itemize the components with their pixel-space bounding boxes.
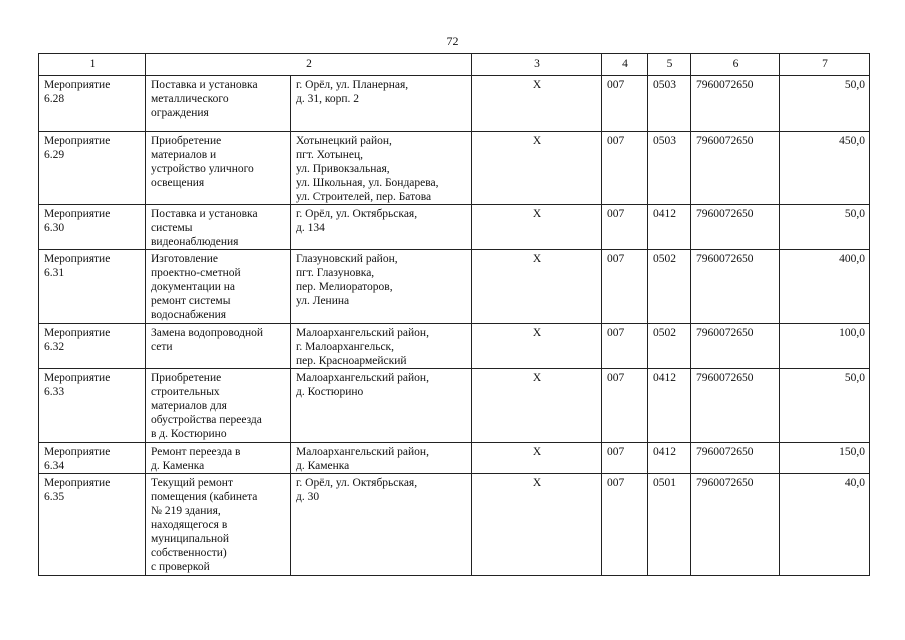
column-5-cell: 0502 bbox=[648, 250, 691, 324]
column-4-cell: 007 bbox=[602, 324, 648, 369]
column-3-cell: Х bbox=[472, 474, 602, 576]
table-row bbox=[39, 474, 870, 576]
amount-cell: 40,0 bbox=[780, 474, 870, 576]
amount-cell: 400,0 bbox=[780, 250, 870, 324]
amount-cell: 150,0 bbox=[780, 443, 870, 474]
table-row bbox=[39, 250, 870, 324]
description-cell: Поставка и установка металлического ограждения bbox=[146, 76, 291, 132]
amount-cell: 100,0 bbox=[780, 324, 870, 369]
measure-cell: Мероприятие 6.35 bbox=[39, 474, 146, 576]
column-5-cell: 0503 bbox=[648, 76, 691, 132]
column-6-cell: 7960072650 bbox=[691, 324, 780, 369]
column-3-cell: Х bbox=[472, 369, 602, 443]
column-4-cell: 007 bbox=[602, 132, 648, 205]
amount-cell: 450,0 bbox=[780, 132, 870, 205]
measure-cell: Мероприятие 6.33 bbox=[39, 369, 146, 443]
location-cell: г. Орёл, ул. Октябрьская, д. 30 bbox=[291, 474, 472, 576]
column-header-4: 4 bbox=[602, 54, 648, 76]
location-cell: Малоархангельский район, г. Малоархангельск, пер. Красноармейский bbox=[291, 324, 472, 369]
column-4-cell: 007 bbox=[602, 76, 648, 132]
column-6-cell: 7960072650 bbox=[691, 443, 780, 474]
column-3-cell: Х bbox=[472, 443, 602, 474]
column-header-6: 6 bbox=[691, 54, 780, 76]
location-cell: Малоархангельский район, д. Костюрино bbox=[291, 369, 472, 443]
column-5-cell: 0412 bbox=[648, 369, 691, 443]
budget-table bbox=[38, 53, 870, 576]
description-cell: Приобретение материалов и устройство уличного освещения bbox=[146, 132, 291, 205]
column-5-cell: 0503 bbox=[648, 132, 691, 205]
column-4-cell: 007 bbox=[602, 369, 648, 443]
column-5-cell: 0412 bbox=[648, 205, 691, 250]
description-cell: Приобретение строительных материалов для обустройства переезда в д. Костюрино bbox=[146, 369, 291, 443]
location-cell: Глазуновский район, пгт. Глазуновка, пер. Мелиораторов, ул. Ленина bbox=[291, 250, 472, 324]
description-cell: Замена водопроводной сети bbox=[146, 324, 291, 369]
column-3-cell: Х bbox=[472, 250, 602, 324]
amount-cell: 50,0 bbox=[780, 369, 870, 443]
table-row bbox=[39, 369, 870, 443]
amount-cell: 50,0 bbox=[780, 205, 870, 250]
measure-cell: Мероприятие 6.32 bbox=[39, 324, 146, 369]
table-row bbox=[39, 324, 870, 369]
column-header-3: 3 bbox=[472, 54, 602, 76]
description-cell: Поставка и установка системы видеонаблюдения bbox=[146, 205, 291, 250]
location-cell: г. Орёл, ул. Планерная, д. 31, корп. 2 bbox=[291, 76, 472, 132]
measure-cell: Мероприятие 6.31 bbox=[39, 250, 146, 324]
table-header-row bbox=[39, 54, 870, 76]
column-6-cell: 7960072650 bbox=[691, 76, 780, 132]
location-cell: г. Орёл, ул. Октябрьская, д. 134 bbox=[291, 205, 472, 250]
column-6-cell: 7960072650 bbox=[691, 369, 780, 443]
column-header-7: 7 bbox=[780, 54, 870, 76]
column-header-1: 1 bbox=[39, 54, 146, 76]
column-4-cell: 007 bbox=[602, 250, 648, 324]
location-cell: Малоархангельский район, д. Каменка bbox=[291, 443, 472, 474]
table-row bbox=[39, 132, 870, 205]
column-4-cell: 007 bbox=[602, 474, 648, 576]
table-row bbox=[39, 76, 870, 132]
column-4-cell: 007 bbox=[602, 205, 648, 250]
measure-cell: Мероприятие 6.29 bbox=[39, 132, 146, 205]
column-6-cell: 7960072650 bbox=[691, 132, 780, 205]
measure-cell: Мероприятие 6.34 bbox=[39, 443, 146, 474]
column-3-cell: Х bbox=[472, 205, 602, 250]
table-row bbox=[39, 443, 870, 474]
column-6-cell: 7960072650 bbox=[691, 474, 780, 576]
page-number: 72 bbox=[446, 34, 459, 48]
column-3-cell: Х bbox=[472, 132, 602, 205]
column-6-cell: 7960072650 bbox=[691, 250, 780, 324]
location-cell: Хотынецкий район, пгт. Хотынец, ул. Привокзальная, ул. Школьная, ул. Бондарева, ул. Строителей, пер. Батова bbox=[291, 132, 472, 205]
table-row bbox=[39, 205, 870, 250]
column-6-cell: 7960072650 bbox=[691, 205, 780, 250]
column-5-cell: 0412 bbox=[648, 443, 691, 474]
description-cell: Изготовление проектно-сметной документации на ремонт системы водоснабжения bbox=[146, 250, 291, 324]
column-4-cell: 007 bbox=[602, 443, 648, 474]
column-3-cell: Х bbox=[472, 76, 602, 132]
description-cell: Текущий ремонт помещения (кабинета № 219 здания, находящегося в муниципальной собственности) с проверкой bbox=[146, 474, 291, 576]
description-cell: Ремонт переезда в д. Каменка bbox=[146, 443, 291, 474]
column-header-2: 2 bbox=[146, 54, 472, 76]
measure-cell: Мероприятие 6.28 bbox=[39, 76, 146, 132]
column-5-cell: 0502 bbox=[648, 324, 691, 369]
measure-cell: Мероприятие 6.30 bbox=[39, 205, 146, 250]
column-header-5: 5 bbox=[648, 54, 691, 76]
amount-cell: 50,0 bbox=[780, 76, 870, 132]
column-5-cell: 0501 bbox=[648, 474, 691, 576]
column-3-cell: Х bbox=[472, 324, 602, 369]
